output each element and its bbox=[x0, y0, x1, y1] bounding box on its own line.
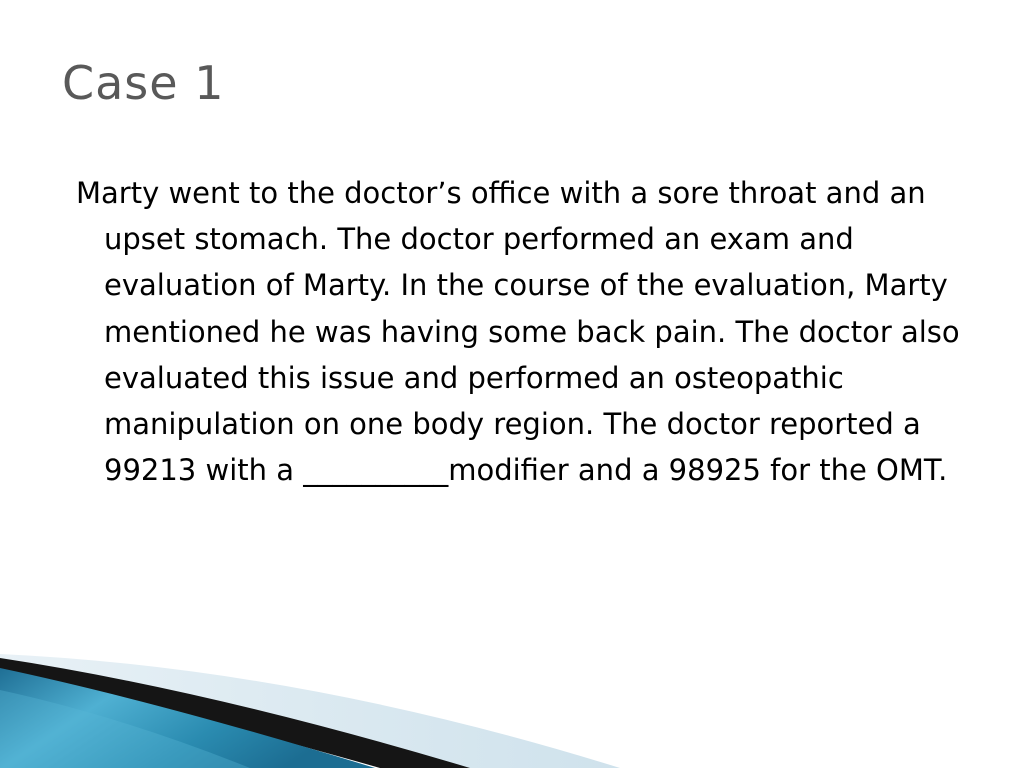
corner-swoosh-decoration bbox=[0, 620, 1024, 768]
slide-title: Case 1 bbox=[62, 56, 225, 110]
case-description: Marty went to the doctor’s office with a sore throat and an upset stomach. The doctor performed an exam and evaluation of Marty. In the course of the evaluation, Marty mentioned he was having some back pain. The doctor also evaluated this issue and performed an osteopathic manipulation on one body region. The doctor reported a 99213 with a __________modifier and a 98925 for the OMT. bbox=[76, 176, 960, 488]
